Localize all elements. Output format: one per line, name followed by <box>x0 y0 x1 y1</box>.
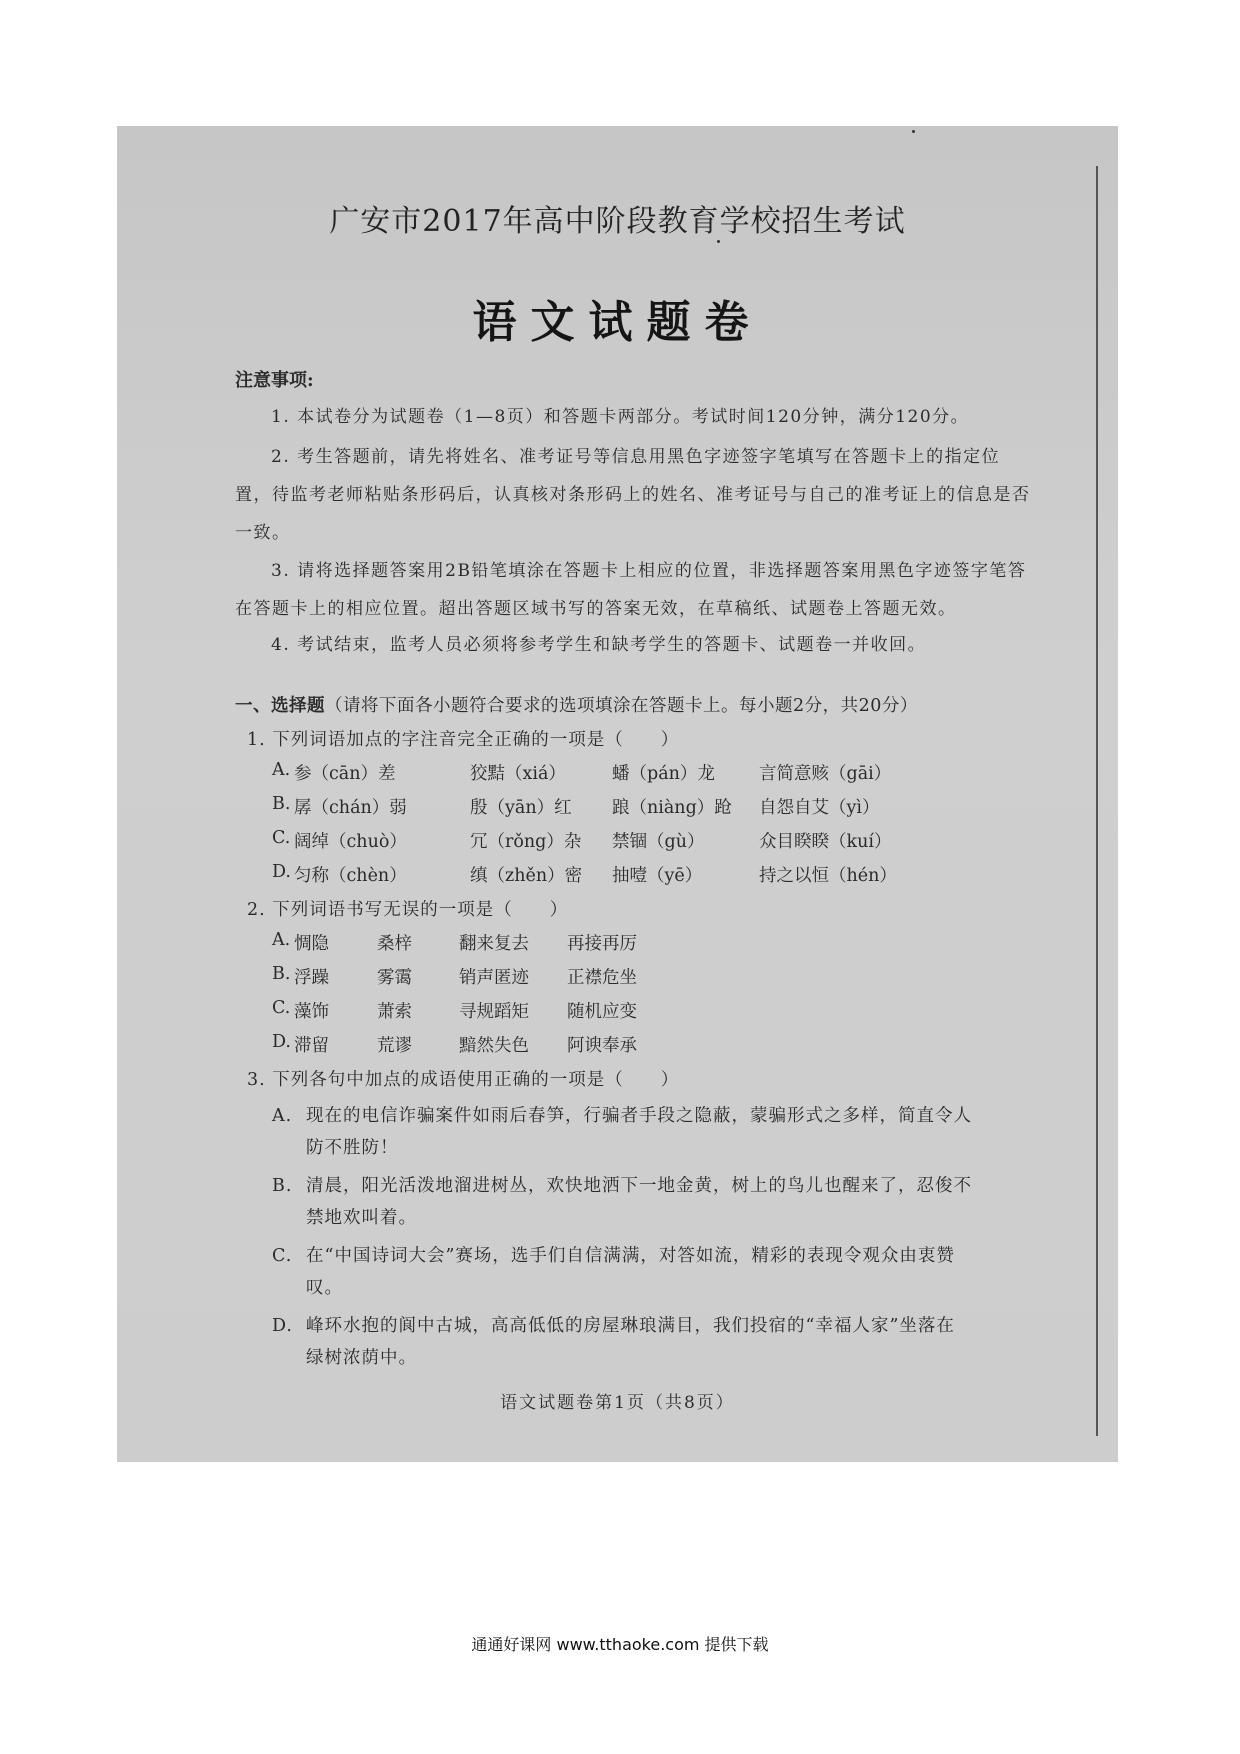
option-item: 阿谀奉承 <box>567 1036 637 1056</box>
option-text: 在“中国诗词大会”赛场，选手们自信满满，对答如流，精彩的表现令观众由衷赞叹。 <box>306 1246 955 1298</box>
q3-option-c <box>272 1240 972 1304</box>
option-item: 雾霭 <box>377 968 412 988</box>
option-item: 藻饰 <box>294 1002 329 1022</box>
download-credit: 通通好课网 www.tthaoke.com 提供下载 <box>471 1635 769 1654</box>
note-2: 2. 考生答题前，请先将姓名、准考证号等信息用黑色字迹签字笔填写在答题卡上的指定位置，待监考老师粘贴条形码后，认真核对条形码上的姓名、准考证号与自己的准考证上的信息是否一致。 <box>235 447 1031 543</box>
question-1-stem: 1. 下列词语加点的字注音完全正确的一项是（ ） <box>247 730 680 750</box>
option-item: 自怨自艾（yì） <box>759 798 880 818</box>
option-item: 众目睽睽（kuí） <box>759 832 892 852</box>
option-item: 阔绰（chuò） <box>294 832 407 852</box>
question-2-stem: 2. 下列词语书写无误的一项是（ ） <box>247 900 569 920</box>
option-item: 殷（yān）红 <box>470 798 572 818</box>
option-item: 踉（niàng）跄 <box>612 798 732 818</box>
option-label: A. <box>272 1106 293 1126</box>
option-label: B. <box>272 794 291 814</box>
option-item: 正襟危坐 <box>567 968 637 988</box>
paper-title: 语文试题卷 <box>472 297 763 348</box>
option-item: 匀称（chèn） <box>294 866 407 886</box>
note-1: 1. 本试卷分为试题卷（1—8页）和答题卡两部分。考试时间120分钟，满分120分。 <box>271 407 970 427</box>
option-item: 寻规蹈矩 <box>459 1002 529 1022</box>
option-item: 滞留 <box>294 1036 329 1056</box>
option-label: D. <box>272 1032 291 1052</box>
q2-option-a <box>272 930 1072 964</box>
option-item: 荒谬 <box>377 1036 412 1056</box>
option-item: 参（cān）差 <box>294 764 396 784</box>
question-3-stem: 3. 下列各句中加点的成语使用正确的一项是（ ） <box>247 1070 680 1090</box>
q3-option-d <box>272 1310 972 1374</box>
section-instructions: （请将下面各小题符合要求的选项填涂在答题卡上。每小题2分，共20分） <box>325 696 918 716</box>
option-label: B. <box>272 1176 293 1196</box>
option-item: 言简意赅（gāi） <box>759 764 892 784</box>
option-text: 现在的电信诈骗案件如雨后春笋，行骗者手段之隐蔽，蒙骗形式之多样，简直令人防不胜防！ <box>306 1106 972 1158</box>
q2-option-b <box>272 964 1072 998</box>
option-label: D. <box>272 1316 293 1336</box>
page-footer: 语文试题卷第1页（共8页） <box>500 1393 735 1413</box>
option-item: 萧索 <box>377 1002 412 1022</box>
option-label: A. <box>272 930 291 950</box>
section-title: 一、选择题 <box>235 696 325 716</box>
option-item: 销声匿迹 <box>459 968 529 988</box>
option-text: 清晨，阳光活泼地溜进树丛，欢快地洒下一地金黄，树上的鸟儿也醒来了，忍俊不禁地欢叫着。 <box>306 1176 972 1228</box>
option-item: 随机应变 <box>567 1002 637 1022</box>
option-item: 缜（zhěn）密 <box>470 866 583 886</box>
q1-option-a <box>272 760 1072 794</box>
page-edge-line <box>1096 166 1098 1436</box>
option-label: C. <box>272 998 291 1018</box>
q1-option-c <box>272 828 1072 862</box>
option-item: 桑梓 <box>377 934 412 954</box>
note-3: 3. 请将选择题答案用2B铅笔填涂在答题卡上相应的位置，非选择题答案用黑色字迹签字笔答在答题卡上的相应位置。超出答题区域书写的答案无效，在草稿纸、试题卷上答题无效。 <box>235 561 1027 619</box>
option-label: C. <box>272 1246 293 1266</box>
option-label: A. <box>272 760 291 780</box>
option-item: 抽噎（yē） <box>612 866 703 886</box>
option-item: 禁锢（gù） <box>612 832 705 852</box>
scanned-exam-page <box>117 126 1118 1462</box>
option-item: 持之以恒（hén） <box>759 866 897 886</box>
speck <box>912 130 915 133</box>
option-item: 浮躁 <box>294 968 329 988</box>
q2-option-d <box>272 1032 1072 1066</box>
option-item: 狡黠（xiá） <box>470 764 566 784</box>
q3-option-b <box>272 1170 972 1234</box>
q3-option-a <box>272 1100 972 1164</box>
option-item: 黯然失色 <box>459 1036 529 1056</box>
q1-option-d <box>272 862 1072 896</box>
option-item: 蟠（pán）龙 <box>612 764 715 784</box>
option-label: B. <box>272 964 291 984</box>
option-label: C. <box>272 828 291 848</box>
option-item: 惆隐 <box>294 934 329 954</box>
option-text: 峰环水抱的阆中古城，高高低低的房屋琳琅满目，我们投宿的“幸福人家”坐落在绿树浓荫中。 <box>306 1316 955 1368</box>
option-label: D. <box>272 862 291 882</box>
option-item: 再接再厉 <box>567 934 637 954</box>
q1-option-b <box>272 794 1072 828</box>
option-item: 冗（rǒng）杂 <box>470 832 582 852</box>
q2-option-c <box>272 998 1072 1032</box>
note-4: 4. 考试结束，监考人员必须将参考学生和缺考学生的答题卡、试题卷一并收回。 <box>271 635 927 655</box>
option-item: 孱（chán）弱 <box>294 798 407 818</box>
exam-title: 广安市2017年高中阶段教育学校招生考试 <box>329 204 906 239</box>
speck <box>717 240 720 243</box>
notes-heading: 注意事项: <box>235 370 314 391</box>
section-heading <box>235 692 918 717</box>
option-item: 翻来复去 <box>459 934 529 954</box>
